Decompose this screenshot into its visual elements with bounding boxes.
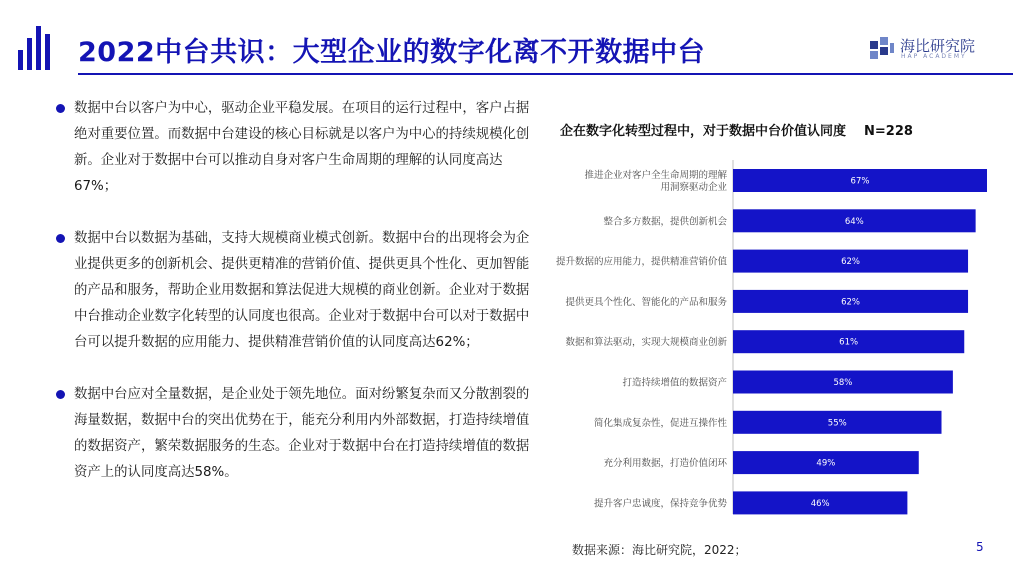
chart-title: 企在数字化转型过程中，对于数据中台价值认同度	[560, 124, 847, 139]
page-number: 5	[976, 540, 984, 554]
bar-value-label: 64%	[844, 216, 864, 227]
bar-value-label: 46%	[810, 498, 830, 509]
bar-value-label: 58%	[833, 378, 853, 388]
bar-chart	[520, 150, 1000, 520]
title-divider	[78, 73, 1013, 75]
chart-title-row	[560, 120, 1000, 139]
category-label: 打造持续增值的数据资产	[622, 377, 727, 389]
category-label: 提升客户忠诚度，保持竞争优势	[593, 498, 727, 510]
bullet-dot-icon	[56, 104, 65, 113]
bar-value-label: 62%	[841, 257, 860, 268]
category-label: 提供更具个性化、智能化的产品和服务	[565, 296, 727, 308]
bullet-item	[50, 226, 530, 356]
bar-value-label: 67%	[850, 176, 870, 187]
brand-mark-icon	[868, 35, 896, 61]
brand-logo	[868, 33, 992, 65]
logo-bars-icon	[16, 20, 64, 72]
bullet-list	[50, 96, 530, 486]
page-title: 2022中台共识：大型企业的数字化离不开数据中台	[78, 37, 706, 68]
category-label: 推进企业对客户全生命周期的理解用洞察驱动企业	[584, 170, 727, 193]
bullet-item	[50, 96, 530, 200]
data-source: 数据来源：海比研究院，2022；	[572, 543, 747, 557]
category-label: 提升数据的应用能力，提供精准营销价值	[555, 256, 727, 268]
bar-value-label: 49%	[816, 458, 836, 469]
bullet-text: 数据中台应对全量数据，是企业处于领先地位。面对纷繁复杂而又分散割裂的海量数据，数据中台的突出优势在于，能充分利用内外部数据，打造持续增值的数据资产，繁荣数据服务的生态。企业对于数据中台在打造持续增值的数据资产上的认同度高达58%。	[74, 387, 530, 480]
bullet-dot-icon	[56, 390, 65, 399]
bullet-item	[50, 382, 530, 486]
brand-name: 海比研究院	[900, 37, 976, 55]
category-label: 数据和算法驱动，实现大规模商业创新	[565, 337, 727, 349]
brand-subtitle: HAP ACADEMY	[901, 53, 967, 60]
category-label: 充分利用数据，打造价值闭环	[603, 458, 727, 470]
bar-value-label: 62%	[841, 297, 860, 308]
chart-sample-size: N=228	[864, 124, 913, 139]
bullet-text: 数据中台以数据为基础，支持大规模商业模式创新。数据中台的出现将会为企业提供更多的创新机会、提供更精准的营销价值、提供更具个性化、更加智能的产品和服务，帮助企业用数据和算法促进大规模的商业创新。企业对于数据中台推动企业数字化转型的认同度也很高。企业对于数据中台可以对于数据中台可以提升数据的应用能力、提供精准营销价值的认同度高达62%；	[74, 231, 530, 350]
bullet-dot-icon	[56, 234, 65, 243]
bar-value-label: 61%	[839, 337, 859, 348]
bullet-text: 数据中台以客户为中心，驱动企业平稳发展。在项目的运行过程中，客户占据绝对重要位置。而数据中台建设的核心目标就是以客户为中心的持续规模化创新。企业对于数据中台可以推动自身对客户生命周期的理解的认同度高达67%；	[74, 101, 530, 194]
bar-value-label: 55%	[827, 418, 847, 429]
category-label: 整合多方数据，提供创新机会	[603, 216, 727, 228]
category-label: 简化集成复杂性，促进互操作性	[593, 417, 727, 429]
